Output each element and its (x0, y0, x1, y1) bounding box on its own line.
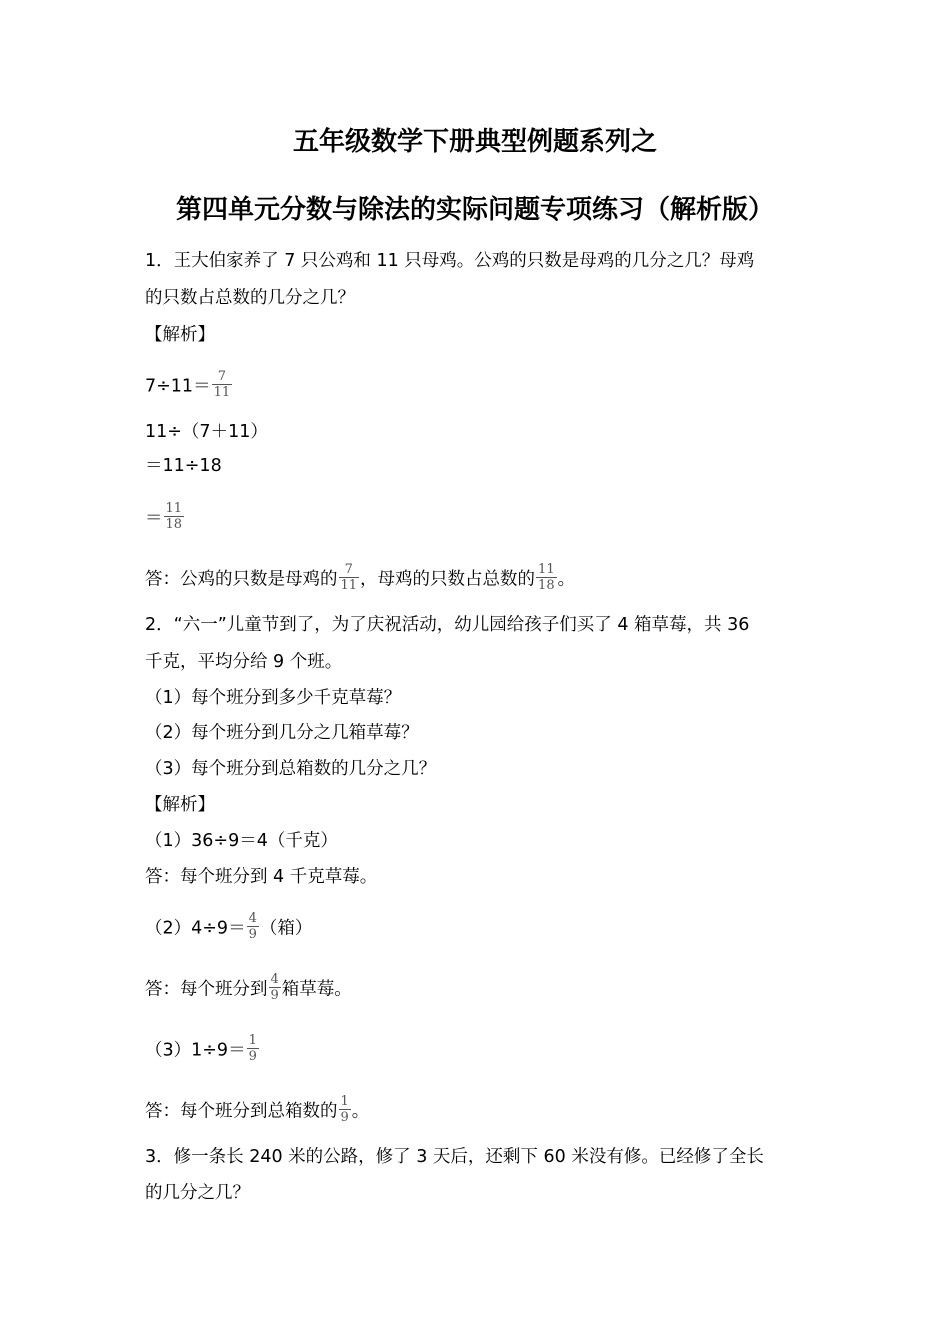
fraction: $\frac{7}{11}$ (340, 562, 358, 593)
fraction: $\frac{1}{9}$ (248, 1033, 257, 1064)
q1-step1: 7÷11＝ $\frac{7}{11}$ (145, 369, 231, 400)
q1-stem-line2: 的只数占总数的几分之几？ (145, 288, 355, 308)
q2-answer2: 答：每个班分到 $\frac{4}{9}$ 箱草莓。 (145, 972, 352, 1003)
page-subtitle: 第四单元分数与除法的实际问题专项练习（解析版） (175, 195, 774, 225)
q1-stem-line1: 1．王大伯家养了 7 只公鸡和 11 只母鸡。公鸡的只数是母鸡的几分之几？母鸡 (145, 251, 755, 271)
q3-stem-line1: 3．修一条长 240 米的公路，修了 3 天后，还剩下 60 米没有修。已经修了全长 (145, 1147, 764, 1167)
fraction: $\frac{11}{18}$ (538, 562, 555, 593)
q1-step2: 11÷（7＋11） (145, 422, 268, 442)
q2-step2: （2）4÷9＝ $\frac{4}{9}$ （箱） (145, 911, 313, 942)
page-title: 五年级数学下册典型例题系列之 (292, 127, 657, 157)
q2-analysis-label: 【解析】 (145, 795, 215, 815)
q2-step3: （3）1÷9＝ $\frac{1}{9}$ (145, 1033, 257, 1064)
q3-stem-line2: 的几分之几？ (145, 1183, 250, 1203)
fraction: $\frac{7}{11}$ (213, 369, 231, 400)
q2-step1: （1）36÷9＝4（千克） (145, 831, 338, 851)
fraction: $\frac{4}{9}$ (270, 972, 279, 1003)
fraction: $\frac{11}{18}$ (165, 501, 183, 532)
q2-sub3: （3）每个班分到总箱数的几分之几？ (145, 759, 437, 779)
q2-stem-line1: 2．“六一”儿童节到了，为了庆祝活动，幼儿园给孩子们买了 4 箱草莓，共 36 (145, 615, 750, 635)
fraction: $\frac{4}{9}$ (248, 911, 257, 942)
q2-stem-line2: 千克，平均分给 9 个班。 (145, 652, 343, 672)
fraction: $\frac{1}{9}$ (340, 1094, 349, 1125)
q2-answer3: 答：每个班分到总箱数的 $\frac{1}{9}$ 。 (145, 1094, 370, 1125)
q1-answer: 答：公鸡的只数是母鸡的 $\frac{7}{11}$ ，母鸡的只数占总数的 $\frac{11}{18}$ 。 (145, 562, 576, 593)
q2-sub2: （2）每个班分到几分之几箱草莓？ (145, 723, 419, 743)
q2-answer1: 答：每个班分到 4 千克草莓。 (145, 867, 378, 887)
q1-step3: ＝11÷18 (145, 456, 222, 476)
q1-analysis-label: 【解析】 (145, 325, 215, 345)
q1-step4: ＝ $\frac{11}{18}$ (145, 501, 183, 532)
q2-sub1: （1）每个班分到多少千克草莓？ (145, 688, 402, 708)
